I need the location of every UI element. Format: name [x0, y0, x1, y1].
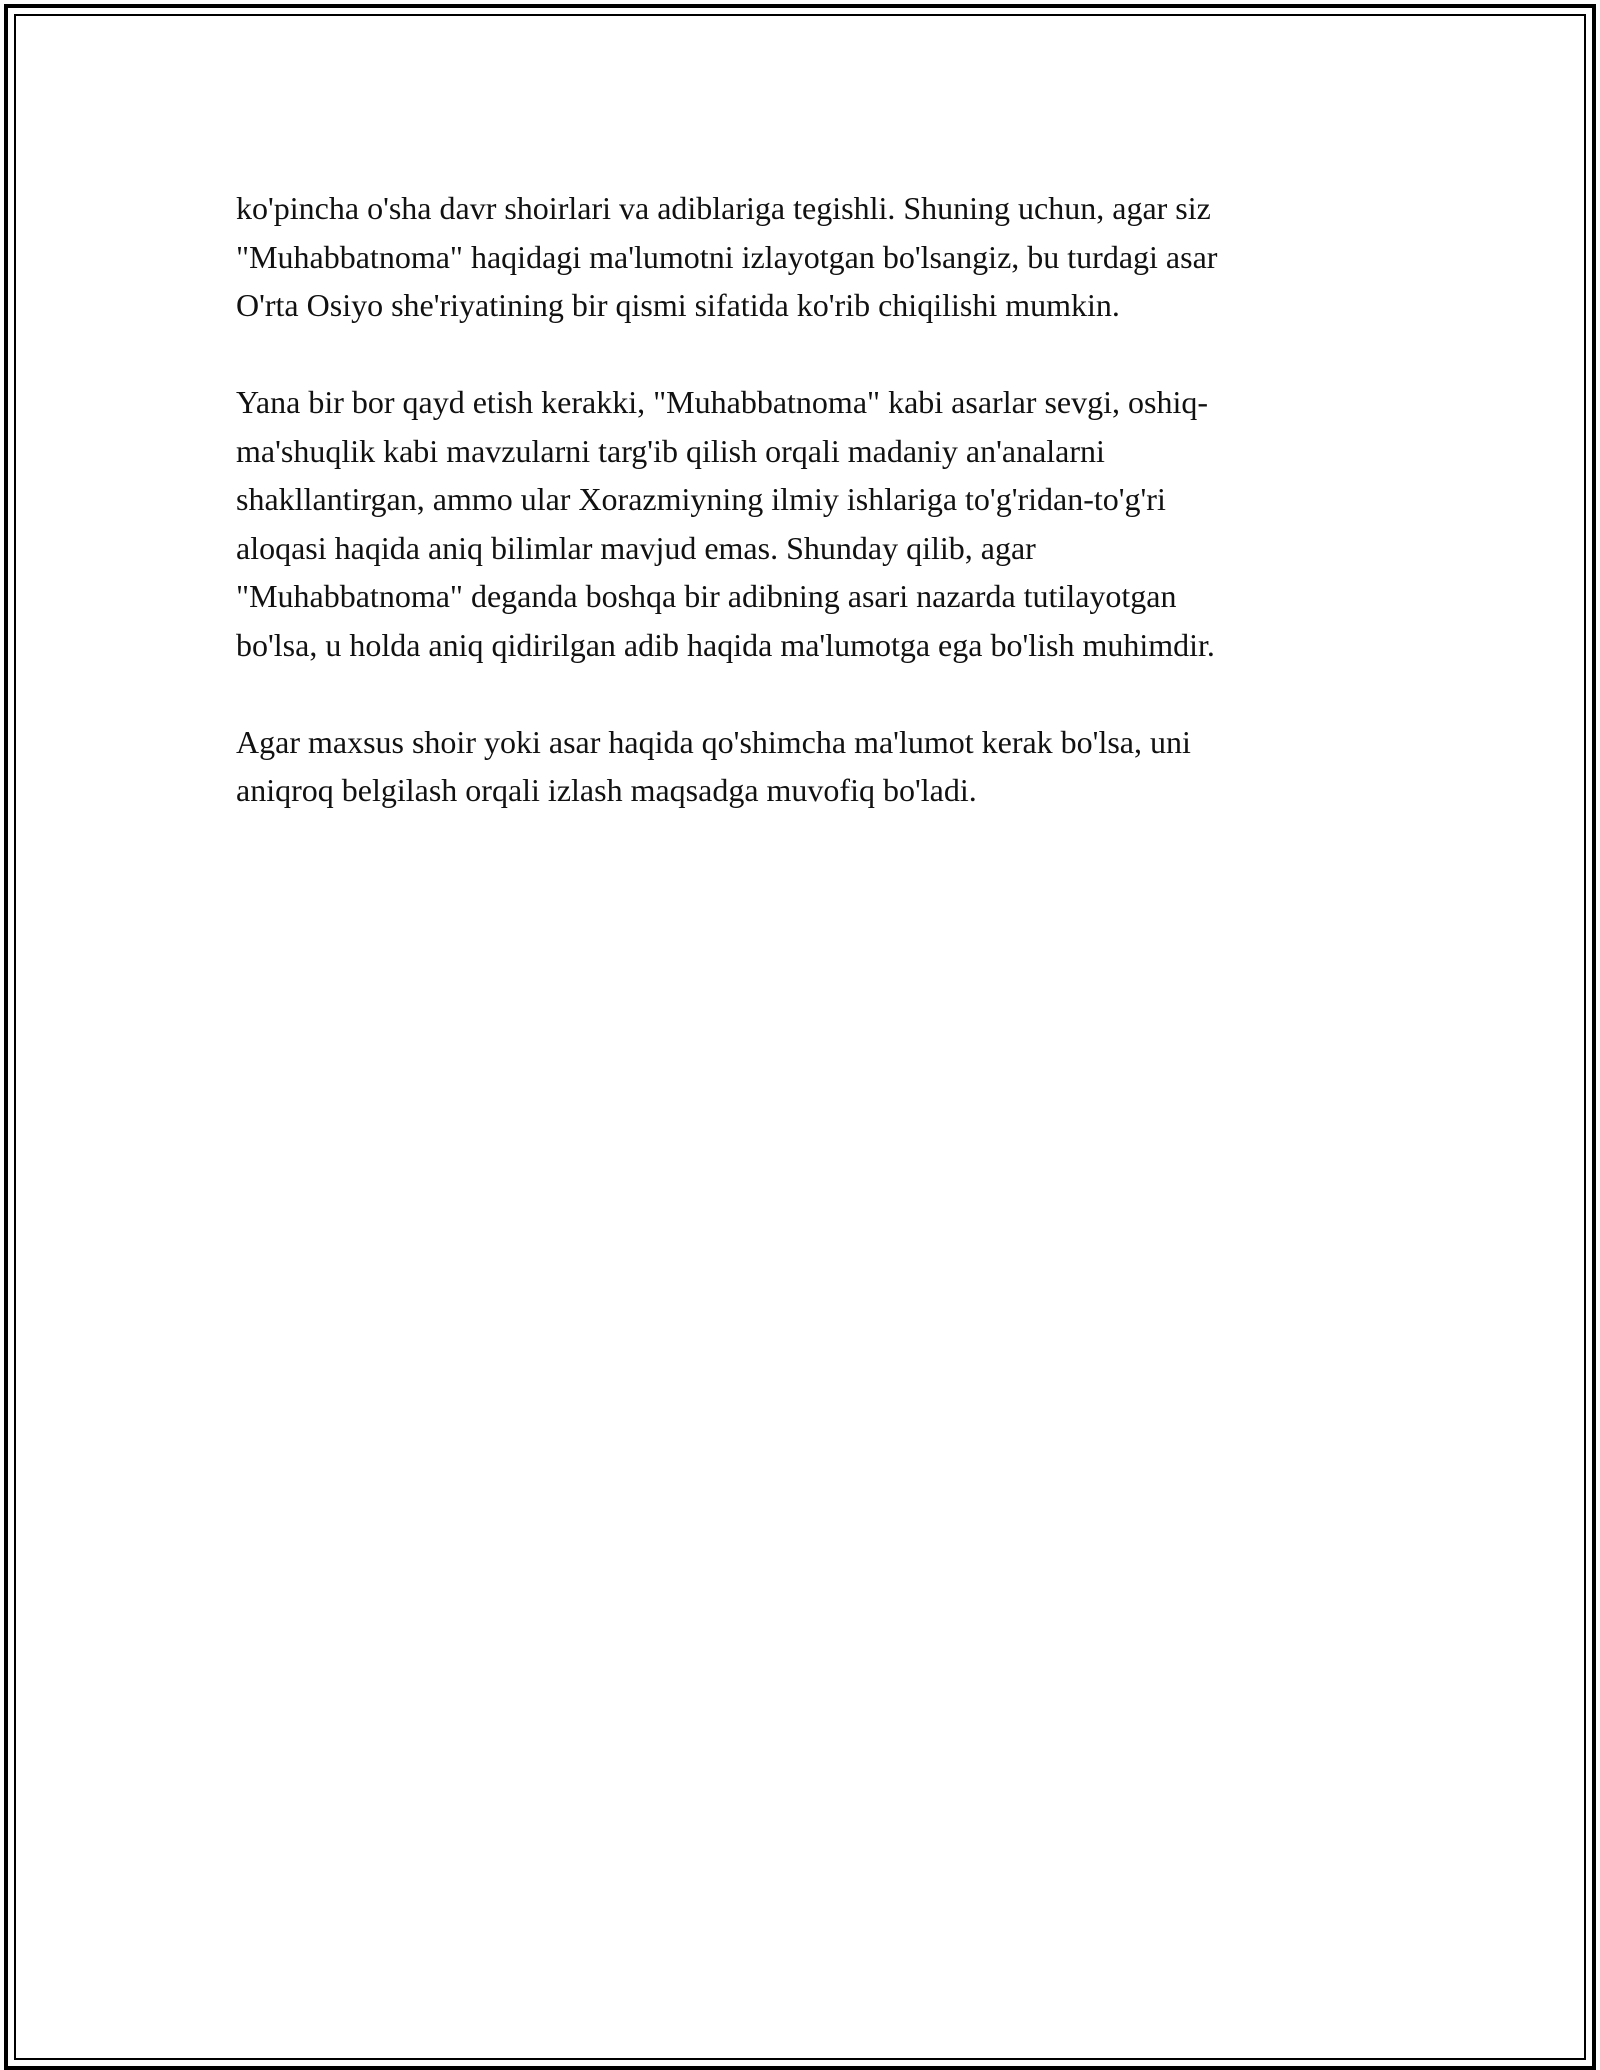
- text-line: "Muhabbatnoma" haqidagi ma'lumotni izlayotgan bo'lsangiz, bu turdagi asar: [236, 238, 1218, 275]
- document-body: [236, 184, 1376, 863]
- text-line: O'rta Osiyo she'riyatining bir qismi sifatida ko'rib chiqilishi mumkin.: [236, 287, 1120, 323]
- paragraph-2: [236, 378, 1376, 669]
- text-line: ma'shuqlik kabi mavzularni targ'ib qilish orqali madaniy an'analarni: [236, 432, 1105, 469]
- text-line: Agar maxsus shoir yoki asar haqida qo'shimcha ma'lumot kerak bo'lsa, uni: [236, 723, 1191, 760]
- text-line: bo'lsa, u holda aniq qidirilgan adib haqida ma'lumotga ega bo'lish muhimdir.: [236, 626, 1215, 663]
- text-line: aloqasi haqida aniq bilimlar mavjud emas. Shunday qilib, agar: [236, 529, 1036, 566]
- text-line: aniqroq belgilash orqali izlash maqsadga muvofiq bo'ladi.: [236, 772, 977, 808]
- text-line: "Muhabbatnoma" deganda boshqa bir adibning asari nazarda tutilayotgan: [236, 578, 1177, 614]
- paragraph-1: [236, 184, 1376, 330]
- text-line: Yana bir bor qayd etish kerakki, "Muhabbatnoma" kabi asarlar sevgi, oshiq-: [236, 384, 1208, 420]
- text-line: shakllantirgan, ammo ular Xorazmiyning ilmiy ishlariga to'g'ridan-to'g'ri: [236, 481, 1166, 517]
- paragraph-3: [236, 718, 1376, 815]
- text-line: ko'pincha o'sha davr shoirlari va adiblariga tegishli. Shuning uchun, agar siz: [236, 190, 1211, 226]
